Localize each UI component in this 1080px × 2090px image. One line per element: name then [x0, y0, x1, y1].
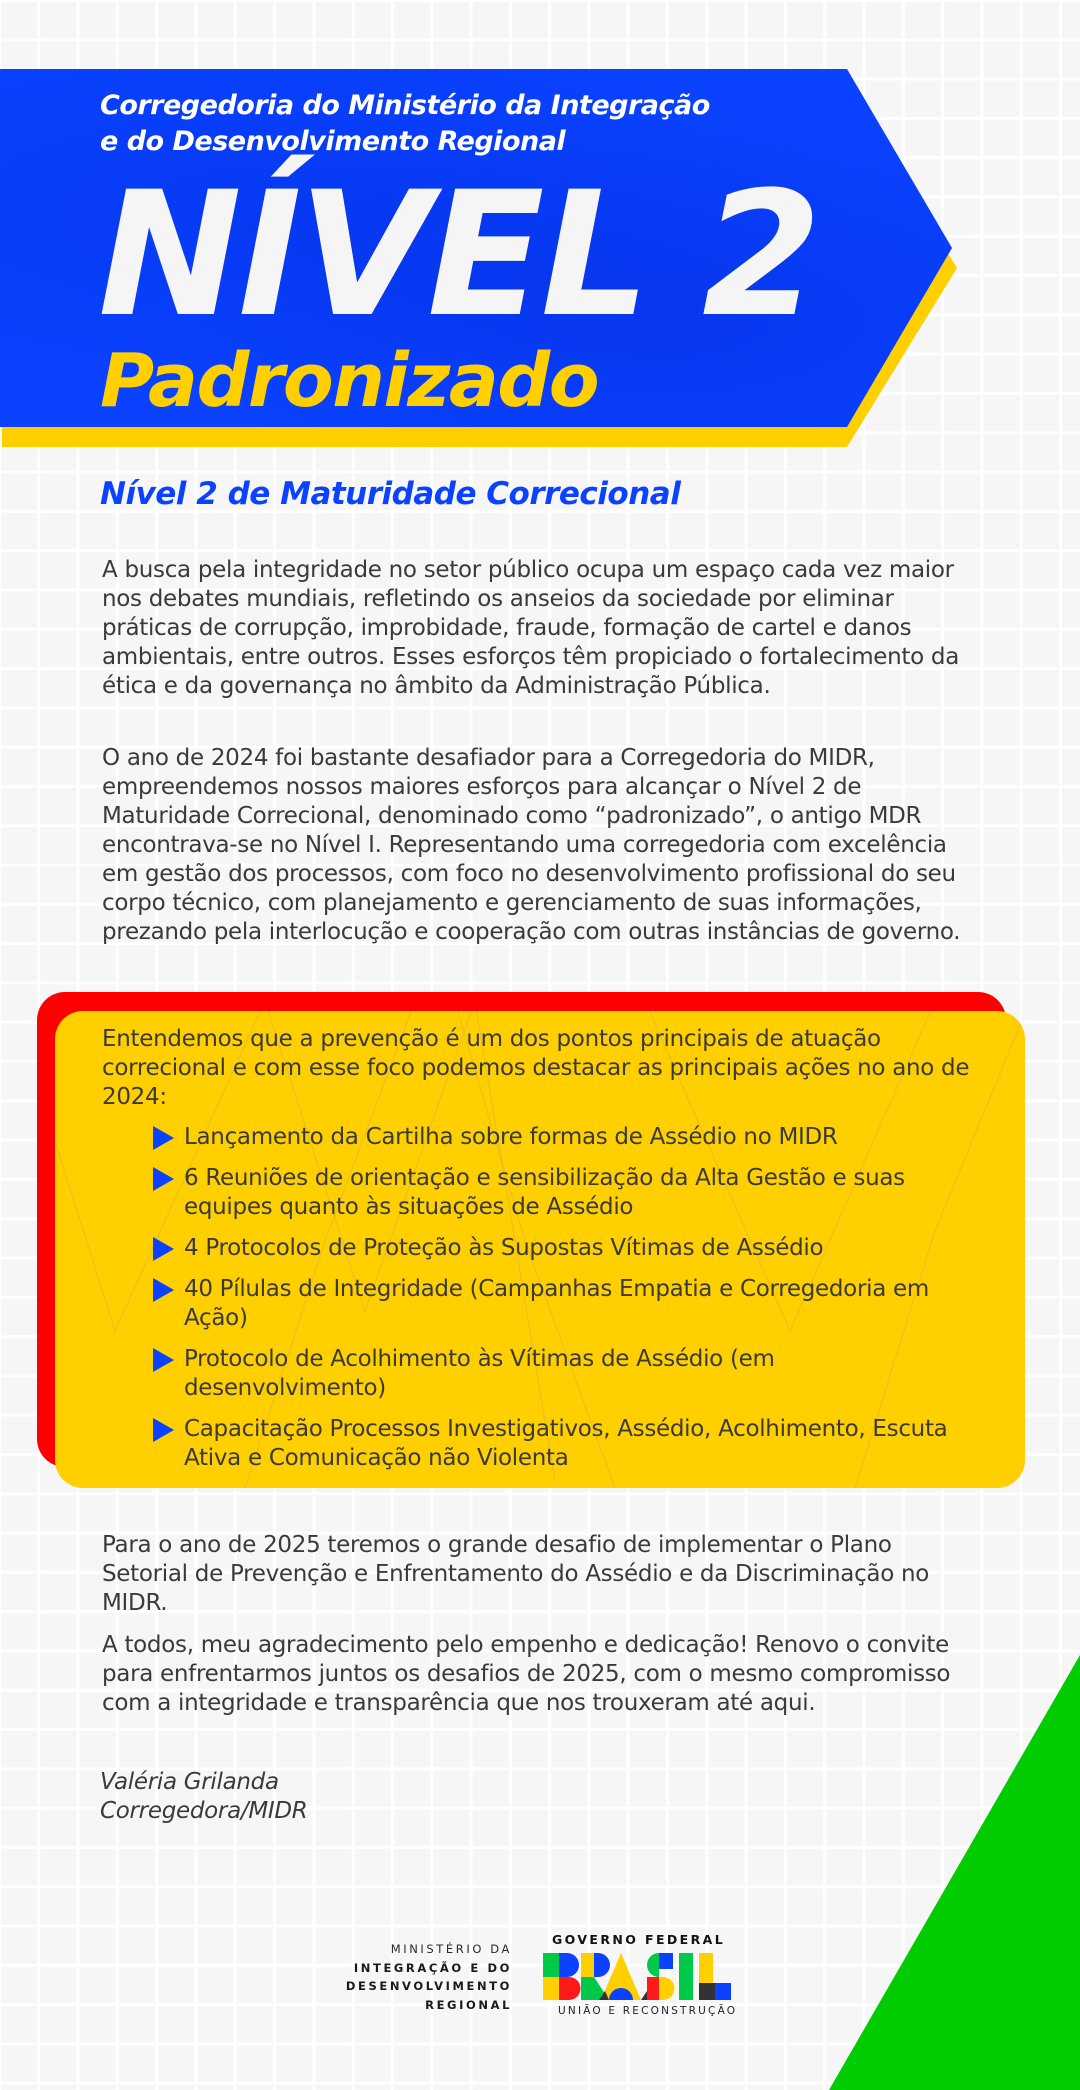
- year-2024-paragraph: O ano de 2024 foi bastante desafiador para a Corregedoria do MIDR, empreendemos nossos maiores esforços para alcançar o Nível 2 de Maturidade Correcional, denominado como “padronizado”, o antigo MDR encontrava-se no Nível I. Representando uma corregedoria com excelência em gestão dos processos, com foco no desenvolvimento profissional do seu corpo técnico, com planejamento e gerenciamento de suas informações, prezando pela interlocução e cooperação com outras instâncias de governo.: [102, 745, 961, 945]
- intro-paragraph: A busca pela integridade no setor público ocupa um espaço cada vez maior nos debates mundiais, refletindo os anseios da sociedade por eliminar práticas de corrupção, improbidade, fraude, formação de cartel e danos ambientais, entre outros. Esses esforços têm propiciado o fortalecimento da ética e da governança no âmbito da Administração Pública.: [102, 557, 960, 699]
- banner-subtitle-line-1: Corregedoria do Ministério da Integração: [100, 90, 710, 121]
- list-item-text: Protocolo de Acolhimento às Vítimas de Assédio (em desenvolvimento): [184, 1346, 775, 1401]
- list-item-text: 6 Reuniões de orientação e sensibilização da Alta Gestão e suas equipes quanto às situações de Assédio: [184, 1165, 905, 1220]
- list-item: [153, 1415, 973, 1473]
- thanks-paragraph: A todos, meu agradecimento pelo empenho e dedicação! Renovo o convite para enfrentarmos juntos os desafios de 2025, com o mesmo compromisso com a integridade e transparência que nos trouxeram até aqui.: [102, 1632, 951, 1716]
- list-item: [153, 1275, 973, 1333]
- signature-name: Valéria Grilanda: [100, 1769, 279, 1795]
- ministry-line-1: MINISTÉRIO DA: [390, 1942, 512, 1956]
- government-tagline: UNIÃO E RECONSTRUÇÃO: [558, 2005, 738, 2017]
- ministry-line-4: REGIONAL: [425, 1997, 512, 2012]
- banner-title: NÍVEL 2: [98, 154, 818, 355]
- triangle-bullet-icon: [153, 1278, 174, 1302]
- list-item-text: Capacitação Processos Investigativos, Assédio, Acolhimento, Escuta Ativa e Comunicação não Violenta: [184, 1416, 948, 1471]
- list-item-text: Lançamento da Cartilha sobre formas de Assédio no MIDR: [184, 1124, 838, 1150]
- ministry-line-3: DESENVOLVIMENTO: [345, 1979, 512, 1993]
- list-item-text: 40 Pílulas de Integridade (Campanhas Empatia e Corregedoria em Ação): [184, 1276, 929, 1331]
- ministry-logo-text: [300, 1940, 512, 2014]
- highlight-box: [55, 1011, 1025, 1488]
- triangle-bullet-icon: [153, 1167, 174, 1191]
- banner-level-name: Padronizado: [100, 338, 599, 424]
- list-item-text: 4 Protocolos de Proteção às Supostas Vítimas de Assédio: [184, 1235, 824, 1261]
- plan-2025-paragraph: Para o ano de 2025 teremos o grande desafio de implementar o Plano Setorial de Prevenção e Enfrentamento do Assédio e da Discriminação no MIDR.: [102, 1532, 930, 1616]
- highlight-intro: Entendemos que a prevenção é um dos pontos principais de atuação correcional e com esse foco podemos destacar as principais ações no ano de 2024:: [102, 1026, 970, 1110]
- triangle-bullet-icon: [153, 1237, 174, 1261]
- triangle-bullet-icon: [153, 1418, 174, 1442]
- list-item: [153, 1345, 973, 1403]
- triangle-bullet-icon: [153, 1348, 174, 1372]
- list-item: [153, 1123, 973, 1152]
- signature: [100, 1768, 307, 1826]
- brasil-logo-icon: [543, 1953, 731, 2000]
- section-heading: Nível 2 de Maturidade Correcional: [100, 476, 681, 512]
- list-item: [153, 1164, 973, 1222]
- government-title: GOVERNO FEDERAL: [552, 1932, 726, 1947]
- list-item: [153, 1234, 973, 1263]
- ministry-line-2: INTEGRAÇÃO E DO: [353, 1960, 512, 1975]
- triangle-bullet-icon: [153, 1126, 174, 1150]
- banner-subtitle-line-2: e do Desenvolvimento Regional: [100, 126, 566, 157]
- green-corner-triangle: [829, 1655, 1080, 2090]
- banner-subtitle: [100, 88, 710, 160]
- signature-role: Corregedora/MIDR: [100, 1798, 308, 1824]
- actions-list: [153, 1123, 973, 1485]
